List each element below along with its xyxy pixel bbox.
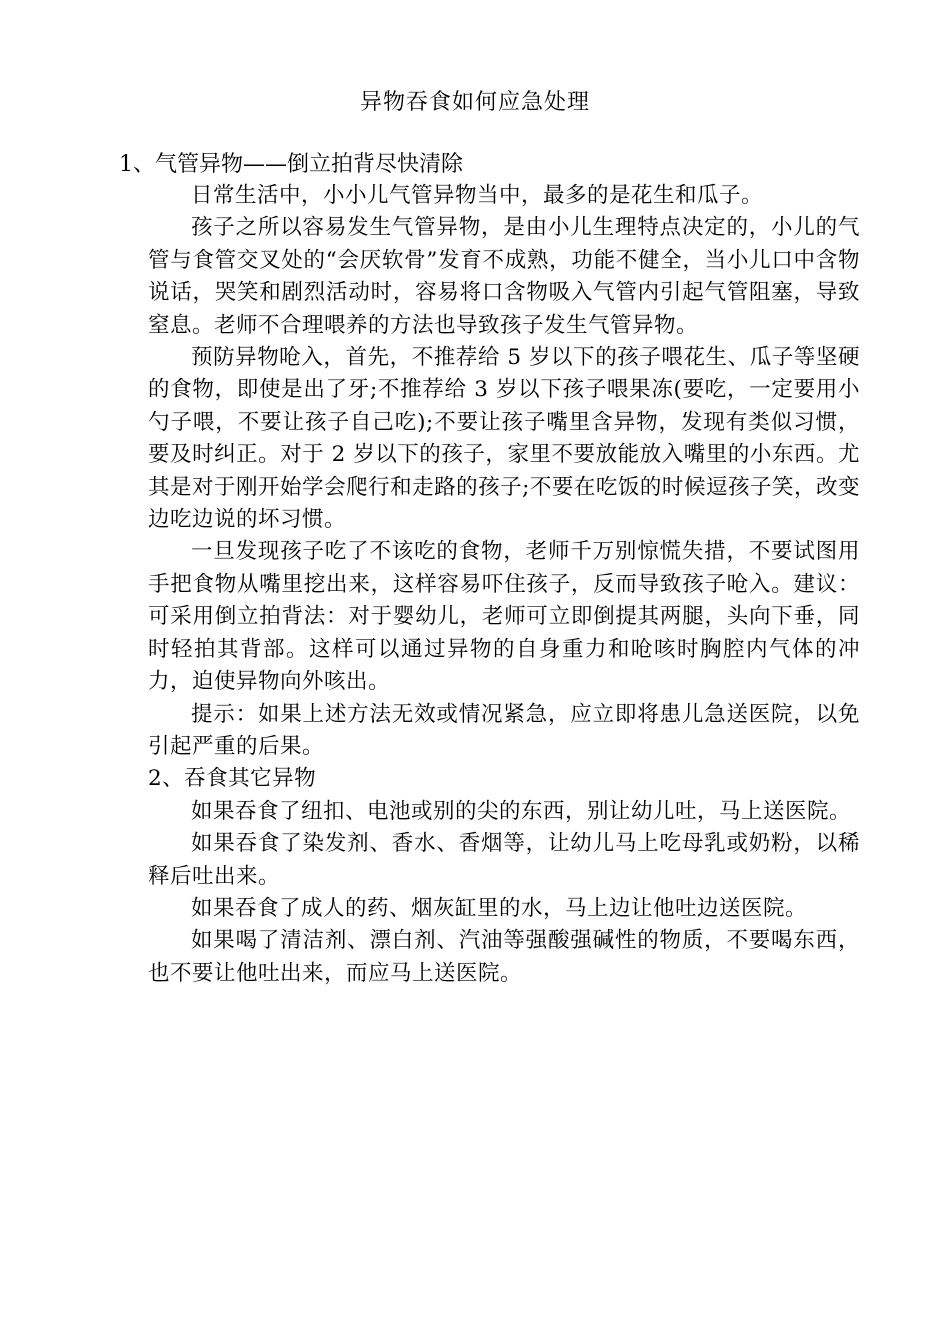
section-1-paragraph-5: 提示：如果上述方法无效或情况紧急，应立即将患儿急送医院，以免引起严重的后果。 <box>148 701 860 759</box>
document-title: 异物吞食如何应急处理 <box>359 90 590 115</box>
section-1-paragraph-3: 预防异物呛入，首先，不推荐给 5 岁以下的孩子喂花生、瓜子等坚硬的食物，即使是出了牙;不推荐给 3 岁以下孩子喂果冻(要吃，一定要用小勺子喂，不要让孩子自己吃);不要让孩子嘴里含异物，发现有类似习惯，要及时纠正。对于 2 岁以下的孩子，家里不要放能放入嘴里的小东西。尤其是对于刚开始学会爬行和走路的孩子;不要在吃饭的时候逗孩子笑，改变边吃边说的坏习惯。 <box>148 345 860 533</box>
section-1-paragraph-2: 孩子之所以容易发生气管异物，是由小儿生理特点决定的，小儿的气管与食管交叉处的“会厌软骨”发育不成熟，功能不健全，当小儿口中含物说话，哭笑和剧烈活动时，容易将口含物吸入气管内引起气管阻塞，导致窒息。老师不合理喂养的方法也导致孩子发生气管异物。 <box>148 215 860 338</box>
section-2-paragraph-2: 如果吞食了染发剂、香水、香烟等，让幼儿马上吃母乳或奶粉，以稀释后吐出来。 <box>148 831 860 889</box>
section-2-paragraph-4: 如果喝了清洁剂、漂白剂、汽油等强酸强碱性的物质，不要喝东西，也不要让他吐出来，而应马上送医院。 <box>148 928 860 986</box>
section-1-paragraph-4: 一旦发现孩子吃了不该吃的食物，老师千万别惊慌失措，不要试图用手把食物从嘴里挖出来，这样容易吓住孩子，反而导致孩子呛入。建议：可采用倒立拍背法：对于婴幼儿，老师可立即倒提其两腿，头向下垂，同时轻拍其背部。这样可以通过异物的自身重力和呛咳时胸腔内气体的冲力，迫使异物向外咳出。 <box>148 539 860 695</box>
section-2-heading: 2、吞食其它异物 <box>148 766 317 792</box>
section-2-paragraph-1: 如果吞食了纽扣、电池或别的尖的东西，别让幼儿吐，马上送医院。 <box>191 798 852 824</box>
section-1-heading: 1、气管异物——倒立拍背尽快清除 <box>119 152 463 177</box>
section-2-paragraph-3: 如果吞食了成人的药、烟灰缸里的水，马上边让他吐边送医院。 <box>191 895 808 921</box>
document-body <box>148 180 860 990</box>
section-1-paragraph-1: 日常生活中，小小儿气管异物当中，最多的是花生和瓜子。 <box>191 183 764 208</box>
